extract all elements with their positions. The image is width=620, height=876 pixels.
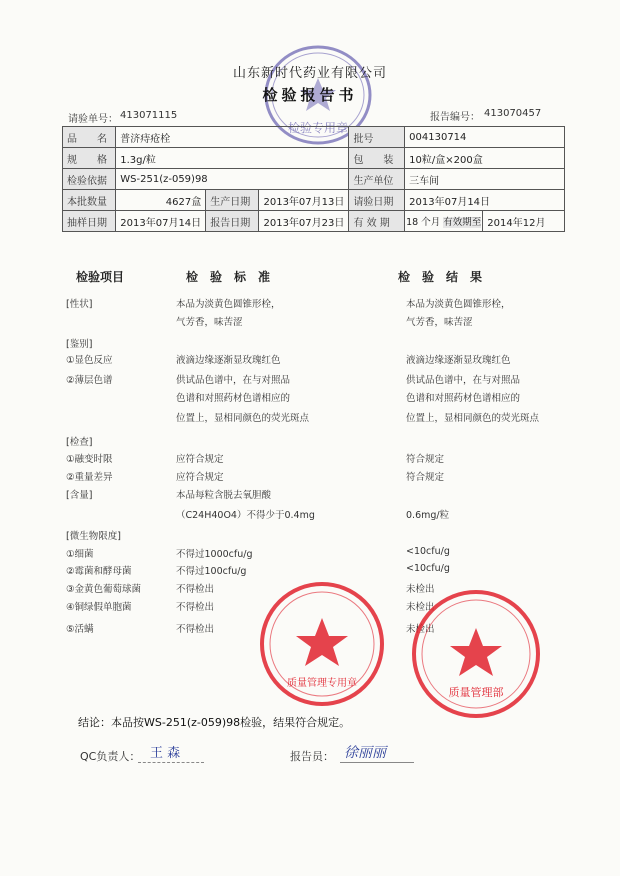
row-standard: 应符合规定 bbox=[176, 454, 224, 465]
row-result: 本品为淡黄色圆锥形栓， bbox=[406, 299, 511, 310]
row-item: [性状] bbox=[66, 299, 93, 310]
batch-quantity-label: 本批数量 bbox=[63, 190, 116, 211]
validity-label: 有 效 期 bbox=[349, 211, 405, 232]
row-result: 符合规定 bbox=[406, 454, 445, 465]
right-stamp-text: 质量管理部 bbox=[448, 686, 504, 699]
reporter-signature-line bbox=[340, 762, 414, 763]
row-result: 未检出 bbox=[406, 602, 435, 613]
row-item: ②薄层色谱 bbox=[66, 375, 113, 386]
product-name-label: 品 名 bbox=[63, 127, 116, 148]
table-row bbox=[63, 169, 565, 190]
qc-signature-line bbox=[138, 762, 204, 763]
row-standard: 供试品色谱中，在与对照品 bbox=[176, 375, 291, 386]
right-quality-stamp bbox=[408, 586, 544, 722]
manufacture-date-label: 生产日期 bbox=[206, 190, 259, 211]
row-result: 色谱和对照药材色谱相应的 bbox=[406, 393, 521, 404]
report-number: 413070457 bbox=[484, 108, 542, 119]
column-header-standard: 检 验 标 准 bbox=[186, 270, 271, 284]
batch-label: 批号 bbox=[349, 127, 405, 148]
expiry-label: 有效期至 bbox=[443, 217, 482, 228]
row-result: 供试品色谱中，在与对照品 bbox=[406, 375, 521, 386]
left-stamp-text: 质量管理专用章 bbox=[287, 678, 357, 689]
row-standard: 不得检出 bbox=[176, 602, 215, 613]
row-standard: 位置上，显相同颜色的荧光斑点 bbox=[176, 413, 310, 424]
table-row bbox=[63, 127, 565, 148]
row-item: ②重量差异 bbox=[66, 472, 113, 483]
row-result: 气芳香，味苦涩 bbox=[406, 317, 473, 328]
left-quality-stamp bbox=[256, 578, 388, 710]
package-value: 10粒/盒×200盒 bbox=[405, 148, 565, 169]
row-item: ①融变时限 bbox=[66, 454, 113, 465]
validity-value bbox=[405, 211, 483, 232]
batch-number: 004130714 bbox=[405, 127, 565, 148]
row-result: 液滴边缘逐渐显玫瑰红色 bbox=[406, 355, 511, 366]
column-header-result: 检 验 结 果 bbox=[398, 270, 483, 284]
report-number-label: 报告编号： bbox=[430, 112, 480, 123]
reporter-signature: 徐丽丽 bbox=[344, 745, 386, 761]
basis-label: 检验依据 bbox=[63, 169, 116, 190]
manufacture-date: 2013年07月13日 bbox=[259, 190, 349, 211]
production-unit: 三车间 bbox=[405, 169, 565, 190]
row-result: 位置上，显相同颜色的荧光斑点 bbox=[406, 413, 540, 424]
row-result: 符合规定 bbox=[406, 472, 445, 483]
sampling-date: 2013年07月14日 bbox=[116, 211, 206, 232]
row-item: ④铜绿假单胞菌 bbox=[66, 602, 132, 613]
spec-label: 规 格 bbox=[63, 148, 116, 169]
document-title: 检验报告书 bbox=[262, 86, 358, 104]
report-date-label: 报告日期 bbox=[206, 211, 259, 232]
product-name: 普济痔疮栓 bbox=[116, 127, 349, 148]
row-standard: 不得检出 bbox=[176, 624, 215, 635]
row-item: ①细菌 bbox=[66, 549, 94, 560]
row-standard: （C24H40O4）不得少于0.4mg bbox=[176, 510, 315, 521]
package-label: 包 装 bbox=[349, 148, 405, 169]
row-item: [检查] bbox=[66, 437, 93, 448]
row-result: 0.6mg/粒 bbox=[406, 510, 450, 521]
row-result: 未检出 bbox=[406, 624, 435, 635]
row-standard: 气芳香，味苦涩 bbox=[176, 317, 243, 328]
table-row bbox=[63, 148, 565, 169]
qc-label: QC负责人： bbox=[80, 750, 141, 763]
row-standard: 本品为淡黄色圆锥形栓， bbox=[176, 299, 281, 310]
row-result: <10cfu/g bbox=[406, 546, 450, 557]
row-standard: 液滴边缘逐渐显玫瑰红色 bbox=[176, 355, 281, 366]
request-number: 413071115 bbox=[120, 110, 178, 121]
row-standard: 不得过100cfu/g bbox=[176, 566, 247, 577]
row-item: ③金黄色葡萄球菌 bbox=[66, 584, 142, 595]
row-standard: 应符合规定 bbox=[176, 472, 224, 483]
row-standard: 不得过1000cfu/g bbox=[176, 549, 253, 560]
report-date: 2013年07月23日 bbox=[259, 211, 349, 232]
table-row bbox=[63, 190, 565, 211]
request-date-label: 请验日期 bbox=[349, 190, 405, 211]
row-standard: 不得检出 bbox=[176, 584, 215, 595]
row-result: <10cfu/g bbox=[406, 563, 450, 574]
product-info-table bbox=[62, 126, 565, 232]
row-item: ②霉菌和酵母菌 bbox=[66, 566, 132, 577]
conclusion: 结论：本品按WS-251(z-059)98检验，结果符合规定。 bbox=[78, 716, 351, 729]
batch-quantity: 4627盒 bbox=[116, 190, 206, 211]
production-unit-label: 生产单位 bbox=[349, 169, 405, 190]
top-stamp-text: 检验专用章 bbox=[287, 121, 349, 135]
row-item: [含量] bbox=[66, 490, 93, 501]
reporter-label: 报告员： bbox=[290, 750, 334, 763]
column-header-item: 检验项目 bbox=[76, 270, 125, 284]
spec-value: 1.3g/粒 bbox=[116, 148, 349, 169]
row-item: [微生物限度] bbox=[66, 531, 121, 542]
qc-signature: 王 森 bbox=[150, 746, 181, 761]
company-name: 山东新时代药业有限公司 bbox=[232, 66, 387, 81]
row-standard: 本品每粒含脱去氧胆酸 bbox=[176, 490, 272, 501]
request-date: 2013年07月14日 bbox=[405, 190, 565, 211]
row-standard: 色谱和对照药材色谱相应的 bbox=[176, 393, 291, 404]
row-item: ⑤活螨 bbox=[66, 624, 94, 635]
row-item: [鉴别] bbox=[66, 339, 93, 350]
sampling-date-label: 抽样日期 bbox=[63, 211, 116, 232]
row-item: ①显色反应 bbox=[66, 355, 113, 366]
basis-value: WS-251(z-059)98 bbox=[116, 169, 349, 190]
validity-period: 18 个月 bbox=[406, 217, 441, 228]
table-row bbox=[63, 211, 565, 232]
request-number-label: 请验单号： bbox=[68, 114, 118, 125]
row-result: 未检出 bbox=[406, 584, 435, 595]
expiry-date: 2014年12月 bbox=[483, 211, 565, 232]
